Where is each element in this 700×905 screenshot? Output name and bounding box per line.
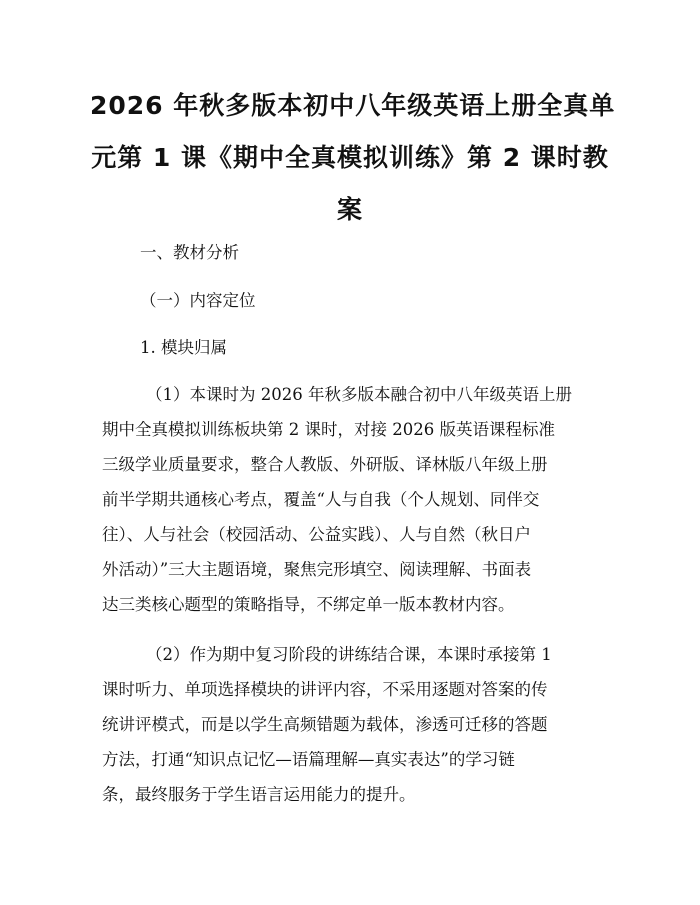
paragraph-2 bbox=[102, 637, 602, 812]
paragraph-line: 前半学期共通核心考点，覆盖“人与自我（个人规划、同伴交 bbox=[102, 490, 540, 509]
paragraph-line: 条，最终服务于学生语言运用能力的提升。 bbox=[102, 785, 416, 804]
paragraph-line: 期中全真模拟训练板块第 2 课时，对接 2026 版英语课程标准 bbox=[102, 420, 555, 439]
subsection-heading: （一）内容定位 bbox=[140, 291, 256, 310]
title-line: 2026 年秋多版本初中八年级英语上册全真单 bbox=[90, 91, 616, 120]
paragraph-line: 往）、人与社会（校园活动、公益实践）、人与自然（秋日户 bbox=[102, 525, 531, 544]
paragraph-1 bbox=[102, 377, 602, 622]
title-line: 案 bbox=[336, 195, 363, 224]
item-heading: 1. 模块归属 bbox=[140, 338, 227, 357]
section-heading: 一、教材分析 bbox=[140, 243, 239, 262]
paragraph-line: （1）本课时为 2026 年秋多版本融合初中八年级英语上册 bbox=[146, 385, 572, 404]
paragraph-line: 达三类核心题型的策略指导，不绑定单一版本教材内容。 bbox=[102, 595, 515, 614]
paragraph-line: 三级学业质量要求，整合人教版、外研版、译林版八年级上册 bbox=[102, 455, 548, 474]
paragraph-line: 统讲评模式，而是以学生高频错题为载体，渗透可迁移的答题 bbox=[102, 715, 548, 734]
document-title bbox=[90, 80, 616, 236]
paragraph-line: 课时听力、单项选择模块的讲评内容，不采用逐题对答案的传 bbox=[102, 680, 548, 699]
paragraph-line: （2）作为期中复习阶段的讲练结合课，本课时承接第 1 bbox=[146, 645, 552, 664]
paragraph-line: 外活动）”三大主题语境，聚焦完形填空、阅读理解、书面表 bbox=[102, 560, 532, 579]
paragraph-line: 方法，打通“知识点记忆—语篇理解—真实表达”的学习链 bbox=[102, 750, 515, 769]
title-line: 元第 1 课《期中全真模拟训练》第 2 课时教 bbox=[91, 143, 609, 172]
